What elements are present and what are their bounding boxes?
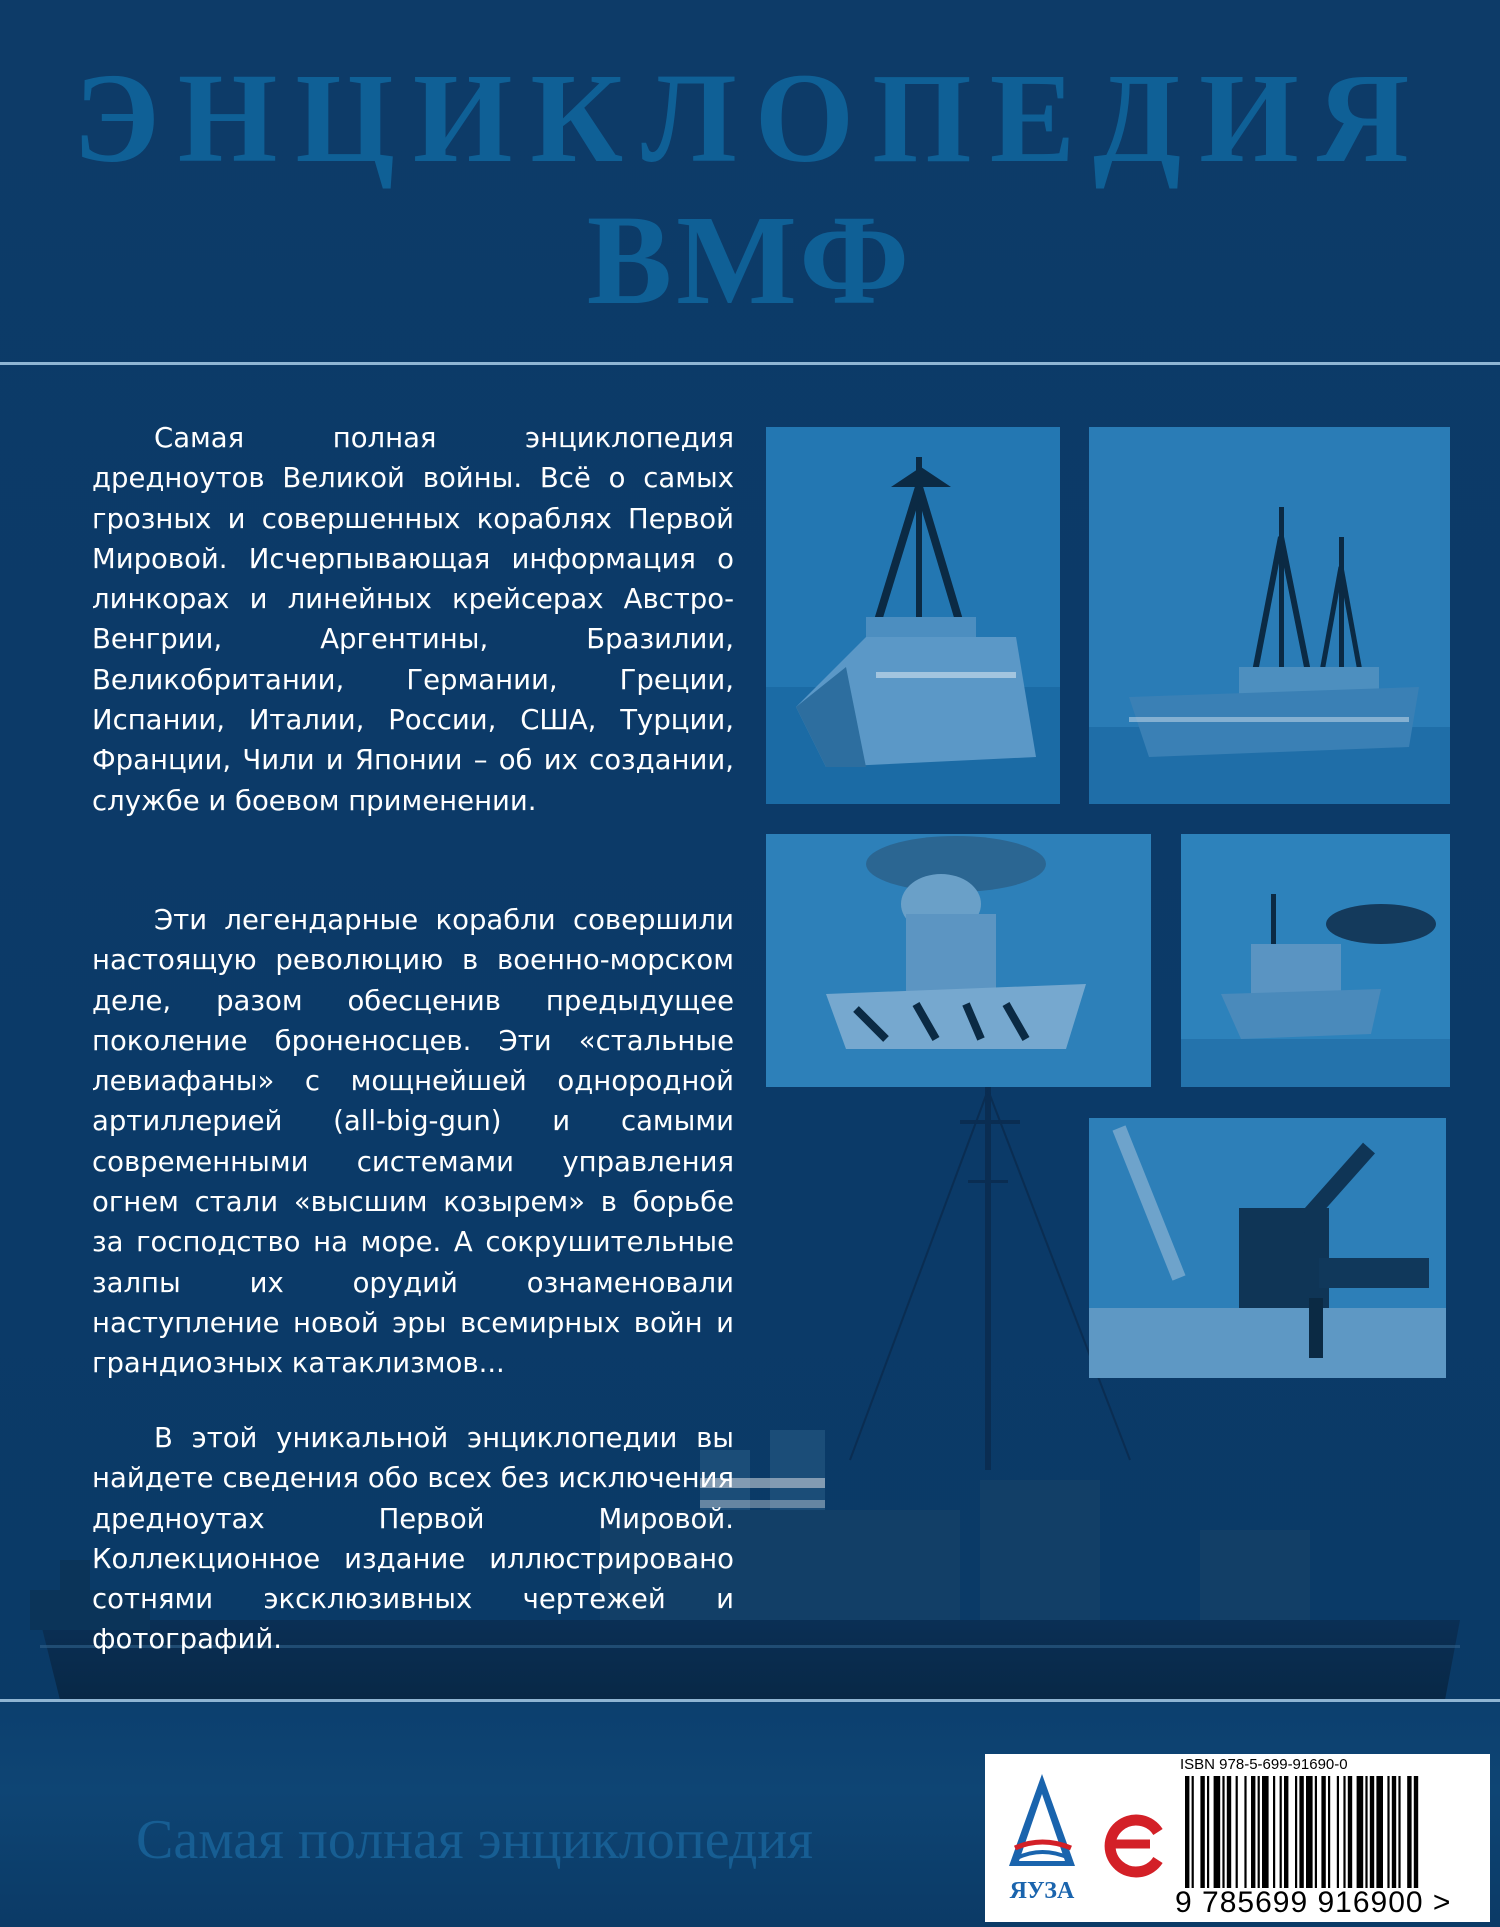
photo-dazzle-camouflage-ship xyxy=(766,834,1151,1087)
photo-dreadnought-broadside xyxy=(1089,427,1450,804)
divider-bottom xyxy=(0,1699,1500,1702)
series-subtitle: ВМФ xyxy=(586,189,914,331)
yauza-logo xyxy=(995,1766,1090,1916)
description-paragraph-3: В этой уникальной энциклопедии вы найдете сведения обо всех без исключения дредноутах Первой Мировой. Коллекционное издание иллюстрировано сотнями эксклюзивных чертежей и фотографий. xyxy=(92,1422,734,1656)
slogan-text: Самая полная энциклопедия xyxy=(136,1809,814,1871)
photo-battleship-bow xyxy=(766,427,1060,804)
divider-top xyxy=(0,362,1500,365)
eksmo-logo xyxy=(1100,1804,1170,1884)
publisher-barcode-panel xyxy=(985,1754,1490,1922)
photo-battleship-at-sea xyxy=(1181,834,1450,1087)
yauza-logo-text: ЯУЗА xyxy=(1009,1878,1075,1904)
description-paragraph-2: Эти легендарные корабли совершили настоящую революцию в военно-морском деле, разом обесценив предыдущее поколение броненосцев. Эти «стальные левиафаны» с мощнейшей однородной артиллерией (all-big-gun) и самыми современными системами управления огнем стали «высшим козырем» в борьбе за господство на море. А сокрушительные залпы их орудий ознаменовали наступление новой эры всемирных войн и грандиозных катаклизмов... xyxy=(92,904,734,1380)
barcode-digits: 9 785699 916900 > xyxy=(1175,1886,1452,1919)
photo-deck-gun-turret xyxy=(1089,1118,1446,1378)
isbn-text: ISBN 978-5-699-91690-0 xyxy=(1180,1756,1348,1773)
series-title: ЭНЦИКЛОПЕДИЯ xyxy=(72,47,1428,189)
barcode-bars xyxy=(1185,1776,1477,1888)
description-paragraph-1: Самая полная энциклопедия дредноутов Великой войны. Всё о самых грозных и совершенных кораблях Первой Мировой. Исчерпывающая информация о линкорах и линейных крейсерах Австро-Венгрии, Аргентины, Бразилии, Великобритании, Германии, Греции, Испании, Италии, России, США, Турции, Франции, Чили и Японии – об их создании, службе и боевом применении. xyxy=(92,422,734,817)
